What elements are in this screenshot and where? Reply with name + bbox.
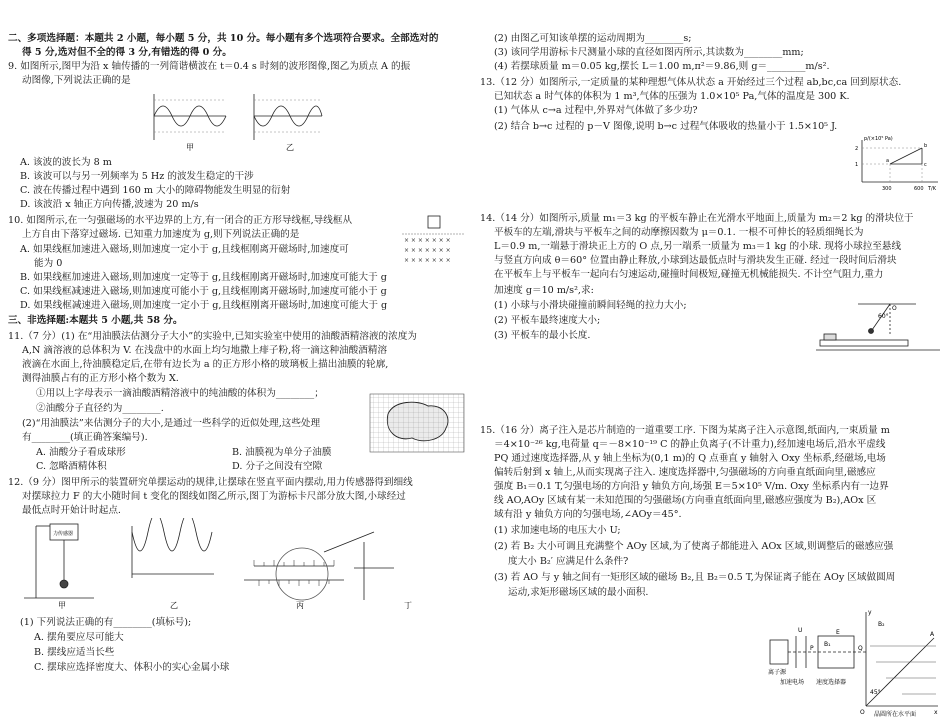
q14-fig-point-o: O: [892, 305, 897, 312]
q15-sub3-line2: 运动,求矩形磁场区域的最小面积.: [508, 587, 649, 598]
q15-fig-symbol-u: U: [798, 627, 803, 634]
q14-sub1: (1) 小球与小滑块碰撞前瞬间轻绳的拉力大小;: [494, 300, 687, 311]
q12-sub2: (2) 由图乙可知该单摆的运动周期为________s;: [494, 33, 692, 44]
q15-fig-wafer-plane-label: 晶圆所在水平面: [874, 711, 917, 718]
q15-fig-velocity-selector-label: 速度选择器: [816, 679, 847, 686]
q13-fig-point-c: c: [924, 162, 927, 168]
q12-stem-line1: 12.（9 分）图甲所示的装置研究单摆运动的规律,让摆球在竖直平面内摆动,用力传感器得到细线: [8, 477, 413, 488]
q14-stem-line5: 在平板车上与平板车一起向右匀速运动,碰撞时间极短,碰撞无机械能损失. 不计空气阻力,重力: [494, 269, 884, 280]
q13-fig-tick-600: 600: [914, 186, 924, 192]
q15-fig-symbol-o: O: [860, 709, 865, 716]
q10-magnetic-field-figure: [402, 212, 464, 268]
q10-option-c: C. 如果线框减速进入磁场,则加速度可能小于 g,且线框刚离开磁场时,加速度可能小于 g: [20, 286, 387, 297]
q11-stem-line2: A,N 滴溶液的总体积为 V. 在浅盘中的水面上均匀地撒上痱子粉,将一滴这种油酸酒精溶: [22, 345, 388, 356]
q14-stem-line1: 14.（14 分）如图所示,质量 m₁＝3 kg 的平板车静止在光滑水平地面上,质量为 m₂＝2 kg 的滑块位于: [480, 213, 914, 224]
q14-pendulum-cart-figure: [816, 300, 942, 352]
q15-fig-symbol-b2: B₂: [878, 621, 885, 628]
q10-option-a-line2: 能为 0: [34, 258, 63, 269]
q11-part2-line1: (2)“用油膜法”来估测分子的大小,是通过一些科学的近似处理,这些处理: [22, 418, 321, 429]
q15-fig-symbol-b1: B₁: [824, 641, 831, 648]
q12-sub3: (3) 该同学用游标卡尺测量小球的直径如图丙所示,其读数为________mm;: [494, 47, 804, 58]
svg-text:× × × × × × ×: × × × × × × ×: [404, 257, 451, 264]
q9-stem-line2: 动图像,下列说法正确的是: [22, 75, 131, 86]
q13-sub1: (1) 气体从 c→a 过程中,外界对气体做了多少功?: [494, 105, 698, 116]
q13-fig-tick-2: 2: [855, 146, 859, 152]
q12-fig-label-ding: 丁: [404, 601, 412, 610]
q11-stem-line4: 测得油膜占有的正方形小格个数为 X.: [22, 373, 179, 384]
q11-part2-line2: 有________(填正确答案编号).: [22, 432, 148, 443]
q9-fig-label-yi: 乙: [286, 143, 294, 152]
q15-fig-symbol-q: Q: [858, 645, 863, 652]
q9-fig-label-jia: 甲: [186, 143, 194, 152]
q15-fig-symbol-a: A: [930, 631, 935, 638]
q15-stem-line4: 偏转后射到 x 轴上,从而实现离子注入. 速度选择器中,匀强磁场的方向垂直纸面向里,磁感应: [494, 467, 876, 478]
q10-option-d: D. 如果线框减速进入磁场,则加速度一定小于 g,且线框刚离开磁场时,加速度可能大于 g: [20, 300, 388, 311]
q12-sub1: (1) 下列说法正确的有________(填标号);: [20, 617, 192, 628]
section2-heading-line2: 得 5 分,选对但不全的得 3 分,有错选的得 0 分。: [22, 47, 232, 58]
q12-pendulum-figure: [14, 518, 464, 610]
q13-fig-ylabel: p/(×10⁵ Pa): [864, 136, 893, 142]
q13-fig-xlabel: T/K: [928, 186, 937, 192]
q15-fig-ion-source-label: 离子源: [768, 669, 787, 676]
q15-ion-implant-figure: [766, 606, 942, 720]
q15-fig-symbol-x: x: [934, 709, 938, 716]
q11-stem-line1: 11.（7 分）(1) 在“用油膜法估测分子大小”的实验中,已知实验室中使用的油酸酒精溶液的浓度为: [8, 331, 417, 342]
q13-fig-tick-300: 300: [882, 186, 892, 192]
q13-stem-line1: 13.（12 分）如图所示,一定质量的某种理想气体从状态 a 开始经过三个过程 ab,bc,ca 回到原状态.: [480, 77, 902, 88]
q9-option-a: A. 该波的波长为 8 m: [20, 157, 112, 168]
q14-fig-angle-label: 60°: [878, 313, 889, 320]
q9-option-b: B. 该波可以与另一列频率为 5 Hz 的波发生稳定的干涉: [20, 171, 254, 182]
q15-fig-symbol-y: y: [868, 609, 872, 616]
q14-sub2: (2) 平板车最终速度大小;: [494, 315, 601, 326]
q12-fig-label-jia: 甲: [58, 601, 66, 610]
q15-sub3-line1: (3) 若 AO 与 y 轴之间有一矩形区域的磁场 B₂,且 B₂＝0.5 T,为保证离子能在 AOy 区域做圆周: [494, 572, 896, 583]
q13-sub2: (2) 结合 b→c 过程的 p－V 图像,说明 b→c 过程气体吸收的热量小于 1.5×10⁵ J.: [494, 121, 838, 132]
q10-option-a-line1: A. 如果线框加速进入磁场,则加速度一定小于 g,且线框刚离开磁场时,加速度可: [20, 244, 349, 255]
section2-heading-line1: 二、多项选择题：本题共 2 小题，每小题 5 分，共 10 分。每小题有多个选项符合要求。全部选对的: [8, 33, 439, 44]
q10-stem-line1: 10. 如图所示,在一匀强磁场的水平边界的上方,有一闭合的正方形导线框,导线框从: [8, 215, 353, 226]
q14-stem-line6: 加速度 g＝10 m/s²,求:: [494, 285, 594, 296]
q12-stem-line3: 最低点时开始计时起点.: [22, 505, 121, 516]
q9-stem-line1: 9. 如图所示,图甲为沿 x 轴传播的一列简谐横波在 t＝0.4 s 时刻的波形图像,图乙为质点 A 的振: [8, 61, 411, 72]
q10-option-b: B. 如果线框加速进入磁场,则加速度一定等于 g,且线框刚离开磁场时,加速度可能大于 g: [20, 272, 387, 283]
q12-stem-line2: 对摆球拉力 F 的大小随时间 t 变化的图线如图乙所示,图丁为游标卡尺部分放大图,小球经过: [22, 491, 406, 502]
q11-sub2: ②油酸分子直径约为________.: [36, 403, 164, 414]
q15-stem-line2: ＝4×10⁻²⁶ kg,电荷量 q＝－8×10⁻¹⁹ C 的静止负离子(不计重力),经加速电场后,沿水平虚线: [494, 439, 886, 450]
q15-stem-line3: PQ 通过速度选择器,从 y 轴上坐标为(0,1 m)的 Q 点垂直 y 轴射入 Oxy 坐标系,经磁场,电场: [494, 453, 886, 464]
q12-fig-force-sensor-label: 力传感器: [53, 531, 74, 537]
q12-fig-label-bing: 丙: [296, 601, 304, 610]
q15-stem-line5: 强度 B₁＝0.1 T,匀强电场的方向沿 y 轴负方向,场强 E＝5×10⁵ V/m. Oxy 坐标系内有一边界: [494, 481, 889, 492]
q10-stem-line2: 上方自由下落穿过磁场. 已知重力加速度为 g,则下列说法正确的是: [22, 229, 300, 240]
q9-option-d: D. 该波沿 x 轴正方向传播,波速为 20 m/s: [20, 199, 199, 210]
q11-sub1: ①用以上字母表示一滴油酸酒精溶液中的纯油酸的体积为________；: [36, 388, 324, 399]
q12-sub4: (4) 若摆球质量 m＝0.05 kg,摆长 L＝1.00 m,π²＝9.86,则 g＝________m/s².: [494, 61, 830, 72]
svg-text:× × × × × × ×: × × × × × × ×: [404, 237, 451, 244]
q15-stem-line1: 15.（16 分）离子注入是芯片制造的一道重要工序. 下图为某离子注入示意图,纸面内,一束质量 m: [480, 425, 890, 436]
q14-stem-line3: L＝0.9 m,一端悬于滑块正上方的 O 点,另一端系一质量为 m₃＝1 kg 的小球. 现将小球拉至悬线: [494, 241, 902, 252]
q12-option-b: B. 摆线应适当长些: [34, 647, 115, 658]
q11-stem-line3: 液滴在水面上,待油膜稳定后,在带有边长为 a 的正方形小格的玻璃板上描出油膜的轮廓,: [22, 359, 389, 370]
q9-option-c: C. 波在传播过程中遇到 160 m 大小的障碍物能发生明显的衍射: [20, 185, 291, 196]
q12-option-a: A. 摆角要应尽可能大: [34, 632, 124, 643]
q15-fig-accel-field-label: 加速电场: [780, 679, 805, 686]
q15-sub2-line2: 度大小 B₂′ 应满足什么条件?: [508, 556, 629, 567]
q14-sub3: (3) 平板车的最小长度.: [494, 330, 591, 341]
q12-fig-label-yi: 乙: [170, 601, 178, 610]
q15-fig-symbol-e: E: [836, 629, 840, 636]
q9-wave-figure: [146, 90, 326, 152]
section3-heading: 三、非选择题:本题共 5 小题,共 58 分。: [8, 315, 183, 326]
q11-option-c: C. 忽略酒精体积: [36, 461, 107, 472]
q13-fig-point-a: a: [886, 158, 890, 164]
q13-fig-tick-1: 1: [855, 162, 859, 168]
q13-stem-line2: 已知状态 a 时气体的体积为 1 m³,气体的压强为 1.0×10⁵ Pa,气体的温度是 300 K.: [494, 91, 850, 102]
q13-pt-graph: [850, 134, 942, 192]
q15-fig-symbol-p: P: [810, 645, 814, 652]
q15-stem-line6: 线 AO,AOy 区域有某一未知范围的匀强磁场(方向垂直纸面向里,磁感应强度为 B₂),AOx 区: [494, 495, 877, 506]
q15-sub2-line1: (2) 若 B₂ 大小可调且充满整个 AOy 区域,为了使离子都能进入 AOx 区域,则调整后的磁感应强: [494, 541, 894, 552]
q13-fig-point-b: b: [924, 143, 928, 149]
q11-option-b: B. 油膜视为单分子油膜: [232, 447, 332, 458]
q11-oil-film-grid: [368, 392, 466, 454]
q11-option-a: A. 油酸分子看成球形: [36, 447, 126, 458]
q15-sub1: (1) 求加速电场的电压大小 U;: [494, 525, 621, 536]
q14-stem-line4: 与竖直方向成 θ＝60° 位置由静止释放,小球到达最低点时与滑块发生正碰. 经过一段时间后滑块: [494, 255, 897, 266]
q12-option-c: C. 摆球应选择密度大、体积小的实心金属小球: [34, 662, 230, 673]
q15-fig-symbol-angle: 45°: [870, 689, 881, 696]
svg-text:× × × × × × ×: × × × × × × ×: [404, 247, 451, 254]
q15-stem-line7: 域有沿 y 轴负方向的匀强电场,∠AOy＝45°.: [494, 509, 682, 520]
q14-stem-line2: 平板车的左端,滑块与平板车之间的动摩擦因数为 μ＝0.1. 一根不可伸长的轻质细绳长为: [494, 227, 864, 238]
q11-option-d: D. 分子之间没有空隙: [232, 461, 323, 472]
